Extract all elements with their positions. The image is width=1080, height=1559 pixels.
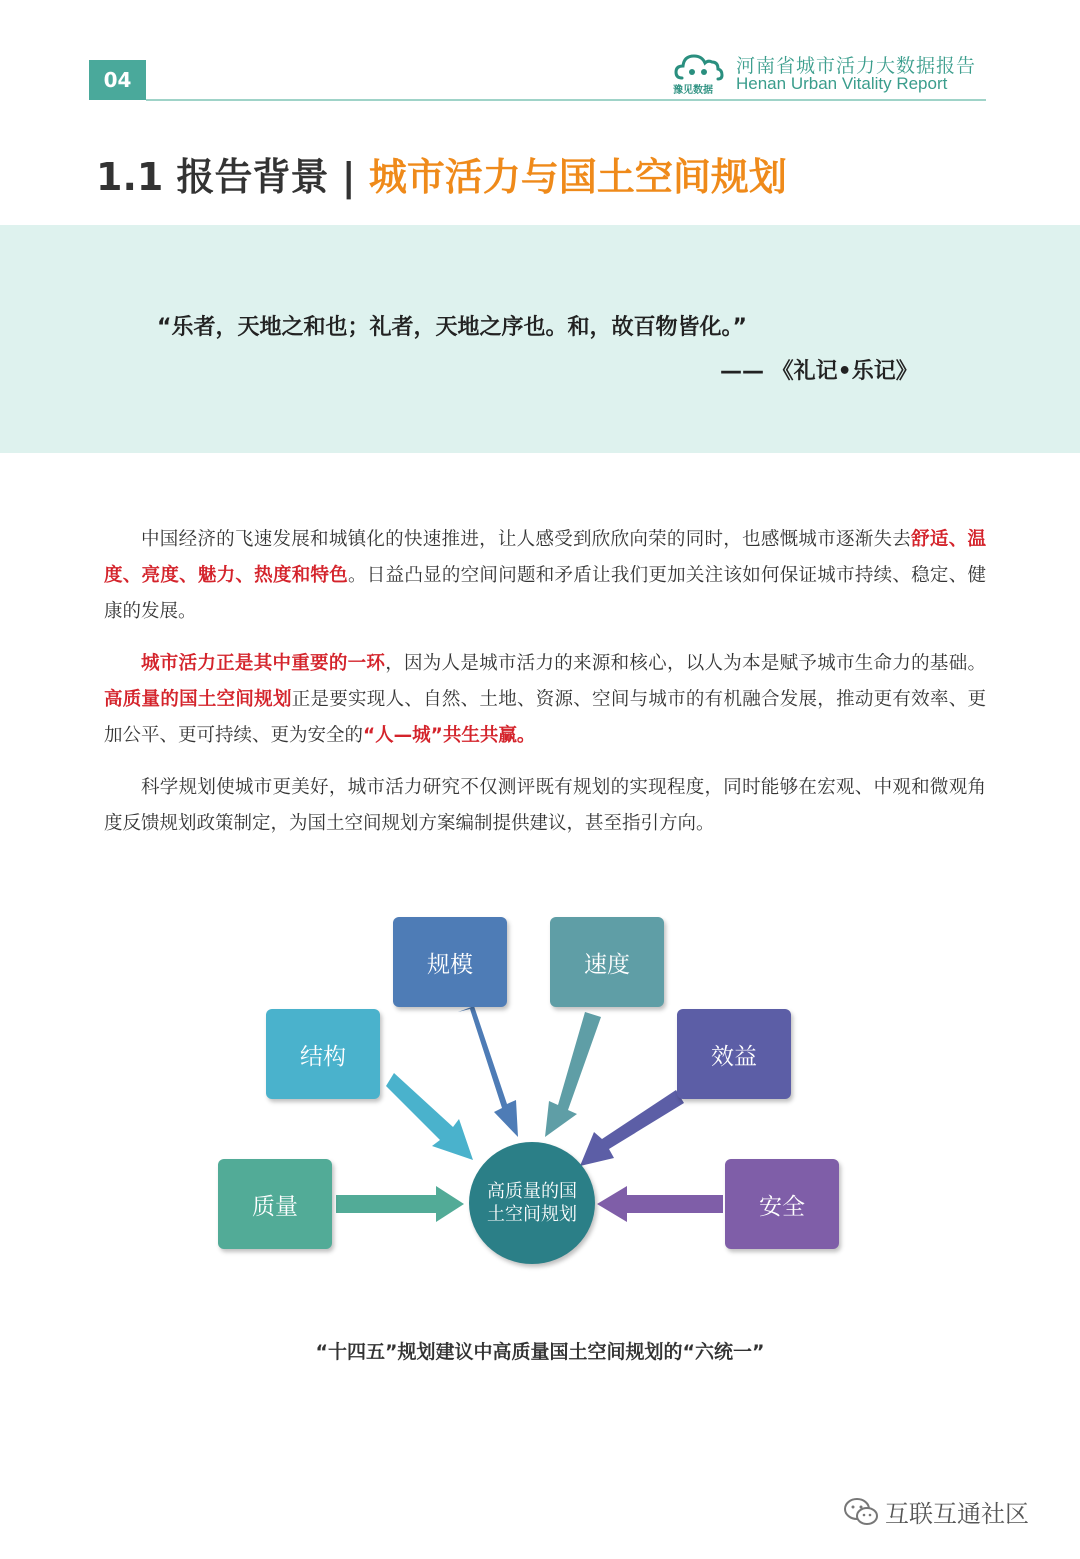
node-benefit: 效益 (677, 1009, 791, 1099)
p2-highlight-3: “人—城”共生共赢。 (363, 725, 536, 746)
report-title-en: Henan Urban Vitality Report (736, 74, 948, 93)
six-unity-diagram (0, 880, 1080, 1300)
watermark (843, 1494, 1029, 1529)
diagram-caption: “十四五”规划建议中高质量国土空间规划的“六统一” (315, 1341, 765, 1363)
arrow-safety (597, 1186, 723, 1222)
center-node (469, 1142, 595, 1264)
paragraph-2 (104, 646, 986, 754)
paragraph-3: 科学规划使城市更美好，城市活力研究不仅测评既有规划的实现程度，同时能够在宏观、中观和微观角度反馈规划政策制定，为国土空间规划方案编制提供建议，甚至指引方向。 (104, 777, 986, 834)
section-number-title: 1.1 报告背景 (96, 155, 329, 199)
p1-text-a: 中国经济的飞速发展和城镇化的快速推进，让人感受到欣欣向荣的同时，也感慨城市逐渐失去 (141, 529, 912, 550)
section-subtitle: 城市活力与国土空间规划 (368, 155, 787, 199)
p2-text-b: 正是要实现人、自然、土地、资源、空间与城市的有机融合发展，推动更有效率、更加公平、更可持续、更为安全的 (104, 689, 986, 746)
logo-caption: 豫见数据 (673, 85, 713, 96)
paragraph-1 (104, 522, 986, 630)
node-scale: 规模 (393, 917, 507, 1007)
arrow-benefit (580, 1090, 684, 1166)
arrow-quality (336, 1186, 464, 1222)
center-node-label: 高质量的国土空间规划 (487, 1181, 577, 1225)
p2-highlight-1: 城市活力正是其中重要的一环 (141, 653, 386, 674)
wechat-icon (843, 1497, 879, 1527)
arrow-scale (458, 1006, 518, 1137)
title-separator: | (341, 155, 356, 199)
quote-text: “乐者，天地之和也；礼者，天地之序也。和，故百物皆化。” (157, 315, 747, 340)
node-safety: 安全 (725, 1159, 839, 1249)
arrow-speed (545, 1012, 601, 1137)
p2-text-a: ，因为人是城市活力的来源和核心，以人为本是赋予城市生命力的基础。 (385, 653, 986, 674)
p1-highlight: 舒适、温度、亮度、魅力、热度和特色 (104, 529, 986, 586)
p2-highlight-2: 高质量的国土空间规划 (104, 689, 292, 710)
node-speed: 速度 (550, 917, 664, 1007)
page-number: 04 (89, 60, 146, 100)
section-title (96, 146, 787, 201)
arrow-structure (386, 1073, 473, 1160)
header-divider (146, 99, 986, 101)
quote-source: —— 《礼记•乐记》 (720, 359, 918, 384)
report-title-cn: 河南省城市活力大数据报告 (736, 55, 977, 77)
node-structure: 结构 (266, 1009, 380, 1099)
watermark-text: 互联互通社区 (885, 1500, 1029, 1528)
p1-text-b: 。日益凸显的空间问题和矛盾让我们更加关注该如何保证城市持续、稳定、健康的发展。 (104, 565, 986, 622)
node-quality: 质量 (218, 1159, 332, 1249)
